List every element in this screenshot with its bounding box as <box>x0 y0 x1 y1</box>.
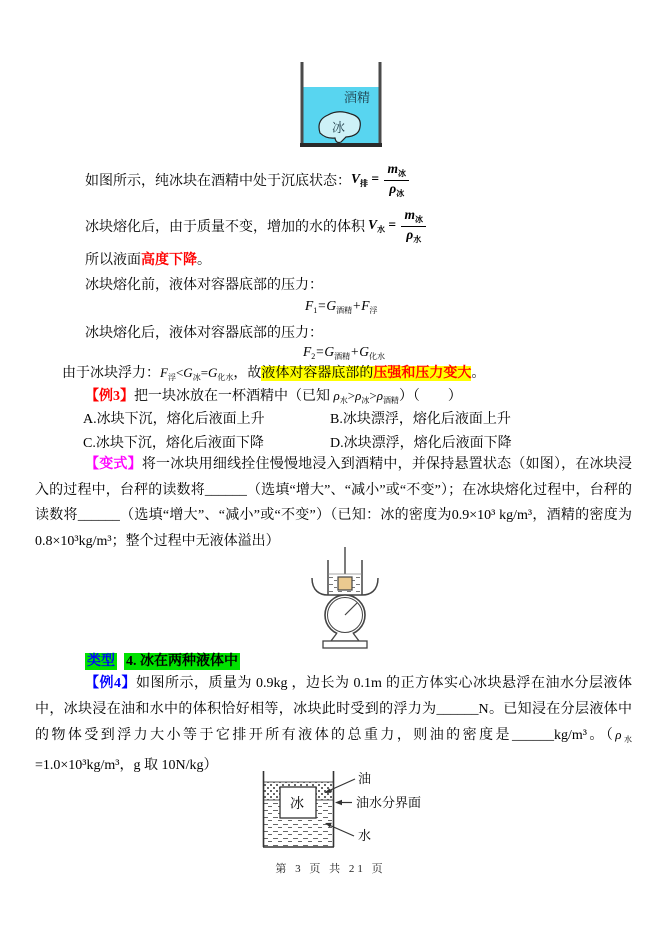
option-d: D.冰块漂浮，熔化后液面下降 <box>330 436 512 451</box>
paragraph-before-melting: 冰块熔化前，液体对容器底部的压力： <box>85 278 323 293</box>
weight-subscript: 酒精 <box>336 306 353 315</box>
oil-water-figure <box>252 766 438 863</box>
force-subscript: 1 <box>313 306 318 315</box>
example4-text-1: 如图所示，质量为 0.9kg ，边长为 0.1m 的正方体实心冰块悬浮在油水分层液体中，冰块浸在油和水中的体积恰好相等，冰块此时受到的浮力为______N。已知浸在分层液体中的物体受到浮力大小等于它排开所有液体的总重力，则油的密度是______kg/m³。（ <box>35 676 633 743</box>
scale-base <box>323 641 367 648</box>
buoyancy-subscript: 浮 <box>369 306 378 315</box>
conclusion-end: 。 <box>471 366 486 381</box>
equals-sign: = <box>371 171 380 187</box>
variant-paragraph <box>35 452 632 554</box>
paragraph-conclusion <box>62 362 485 383</box>
buoyancy-term: +F <box>352 298 370 313</box>
denominator: ρ <box>406 226 414 242</box>
scale-svg <box>292 547 398 652</box>
conclusion-mid: ，故 <box>233 366 262 381</box>
water-label: 水 <box>358 828 372 843</box>
level-falls-emphasis: 高度下降 <box>141 253 197 268</box>
v-symbol: V <box>351 171 361 187</box>
v-symbol: V <box>368 217 378 233</box>
numerator: m <box>387 161 398 177</box>
example3-text-end: ）（ ） <box>398 389 462 404</box>
force-symbol: F <box>303 344 312 359</box>
option-b: B.冰块漂浮，熔化后液面上升 <box>330 412 511 427</box>
meltwater-weight-subscript: 化水 <box>217 373 234 382</box>
type4-title: 4. 冰在两种液体中 <box>126 654 238 669</box>
buoyancy-subscript: 浮 <box>167 373 176 382</box>
meltwater-subscript: 化水 <box>368 352 385 361</box>
boundary-arrowhead <box>335 800 342 805</box>
example3-options-ab <box>83 408 511 428</box>
rho-ice: ρ <box>355 388 362 403</box>
ice-label: 冰 <box>290 797 304 812</box>
type4-word: 类型 <box>87 654 115 669</box>
fraction <box>401 208 426 244</box>
numerator-subscript: 冰 <box>397 169 406 179</box>
boundary-label: 油水分界面 <box>356 795 422 810</box>
paragraph-after-melting: 冰块熔化后，液体对容器底部的压力： <box>85 326 323 341</box>
example3-label: 【例3】 <box>85 389 134 404</box>
ice-weight-symbol: G <box>183 365 193 380</box>
weight-term: =G <box>317 298 337 313</box>
v-subscript: 水 <box>377 225 386 235</box>
rho-alcohol-subscript: 酒精 <box>382 396 399 405</box>
force-symbol: F <box>305 298 314 313</box>
ice-weight-subscript: 冰 <box>192 373 201 382</box>
level-falls-post: 。 <box>197 253 211 268</box>
numerator-subscript: 冰 <box>414 215 423 225</box>
ice-label: 冰 <box>332 120 346 135</box>
option-c: C.冰块下沉，熔化后液面下降 <box>83 436 264 451</box>
rho-water-subscript: 水 <box>621 735 632 744</box>
rho-water: ρ <box>615 727 622 742</box>
example4-label: 【例4】 <box>85 676 137 691</box>
level-falls-pre: 所以液面 <box>85 253 141 268</box>
fraction <box>384 162 409 198</box>
conclusion-highlight-red: 压强和压力变大 <box>373 366 472 381</box>
suspended-ice-cube <box>338 577 352 590</box>
formula-before <box>305 298 377 316</box>
type4-heading <box>85 650 240 670</box>
option-a: A.冰块下沉，熔化后液面上升 <box>83 412 265 427</box>
alcohol-label: 酒精 <box>344 90 371 105</box>
example3-options-cd <box>83 432 512 452</box>
oil-water-svg <box>252 766 438 858</box>
rho-alcohol: ρ <box>376 388 383 403</box>
example3-text: 把一块冰放在一杯酒精中（已知 <box>134 389 334 404</box>
melted-volume-text: 冰块熔化后，由于质量不变，增加的水的体积 <box>85 220 365 235</box>
example4-paragraph <box>35 671 632 778</box>
buoyancy-symbol: F <box>160 365 168 380</box>
weight-subscript: 酒精 <box>334 352 351 361</box>
meltwater-weight-symbol: G <box>208 365 218 380</box>
paragraph-level-falls <box>85 249 211 269</box>
page-footer: 第 3 页 共 21 页 <box>275 863 386 875</box>
scale-figure <box>292 547 398 657</box>
paragraph-melted-volume <box>85 204 426 248</box>
example4-text-2: =1.0×10³kg/m³，g 取 10N/kg） <box>35 757 218 773</box>
v-subscript: 排 <box>360 179 369 189</box>
denominator: ρ <box>389 180 397 196</box>
weight-term: =G <box>315 344 335 359</box>
conclusion-lead: 由于冰块浮力： <box>62 366 160 381</box>
equals-sign: = <box>200 365 209 380</box>
rho-water-subscript: 水 <box>339 396 348 405</box>
meltwater-term: +G <box>350 344 369 359</box>
alcohol-beaker-svg <box>299 62 383 147</box>
formula-after <box>303 344 385 362</box>
sunk-state-text: 如图所示，纯冰块在酒精中处于沉底状态： <box>85 174 351 189</box>
rho-ice-subscript: 冰 <box>361 396 370 405</box>
greater-than-sign: > <box>347 388 356 403</box>
numerator: m <box>404 207 415 223</box>
denominator-subscript: 冰 <box>396 188 405 198</box>
scale-stand <box>331 633 359 641</box>
greater-than-sign: > <box>369 388 377 403</box>
equals-sign: = <box>388 217 397 233</box>
alcohol-beaker-figure <box>299 62 383 152</box>
variant-label: 【变式】 <box>85 457 142 472</box>
denominator-subscript: 水 <box>413 234 422 244</box>
variant-text: 将一冰块用细线拴住慢慢地浸入到酒精中，并保持悬置状态（如图），在冰块浸入的过程中，台秤的读数将______（选填“增大”、“减小”或“不变”）；在冰块熔化过程中，台秤的读数将______（选填“增大”、“减小”或“不变”）（已知：冰的密度为0.9×10³ kg/m³，酒精的密度为0.8×10³kg/m³；整个过程中无液体溢出） <box>35 457 632 549</box>
paragraph-sunk-state <box>85 158 409 202</box>
example3-stem <box>85 385 462 406</box>
less-than-sign: < <box>175 365 184 380</box>
conclusion-highlight: 液体对容器底部的 <box>261 366 374 381</box>
oil-label: 油 <box>358 771 372 786</box>
force-subscript: 2 <box>311 352 316 361</box>
rho-water: ρ <box>333 388 340 403</box>
